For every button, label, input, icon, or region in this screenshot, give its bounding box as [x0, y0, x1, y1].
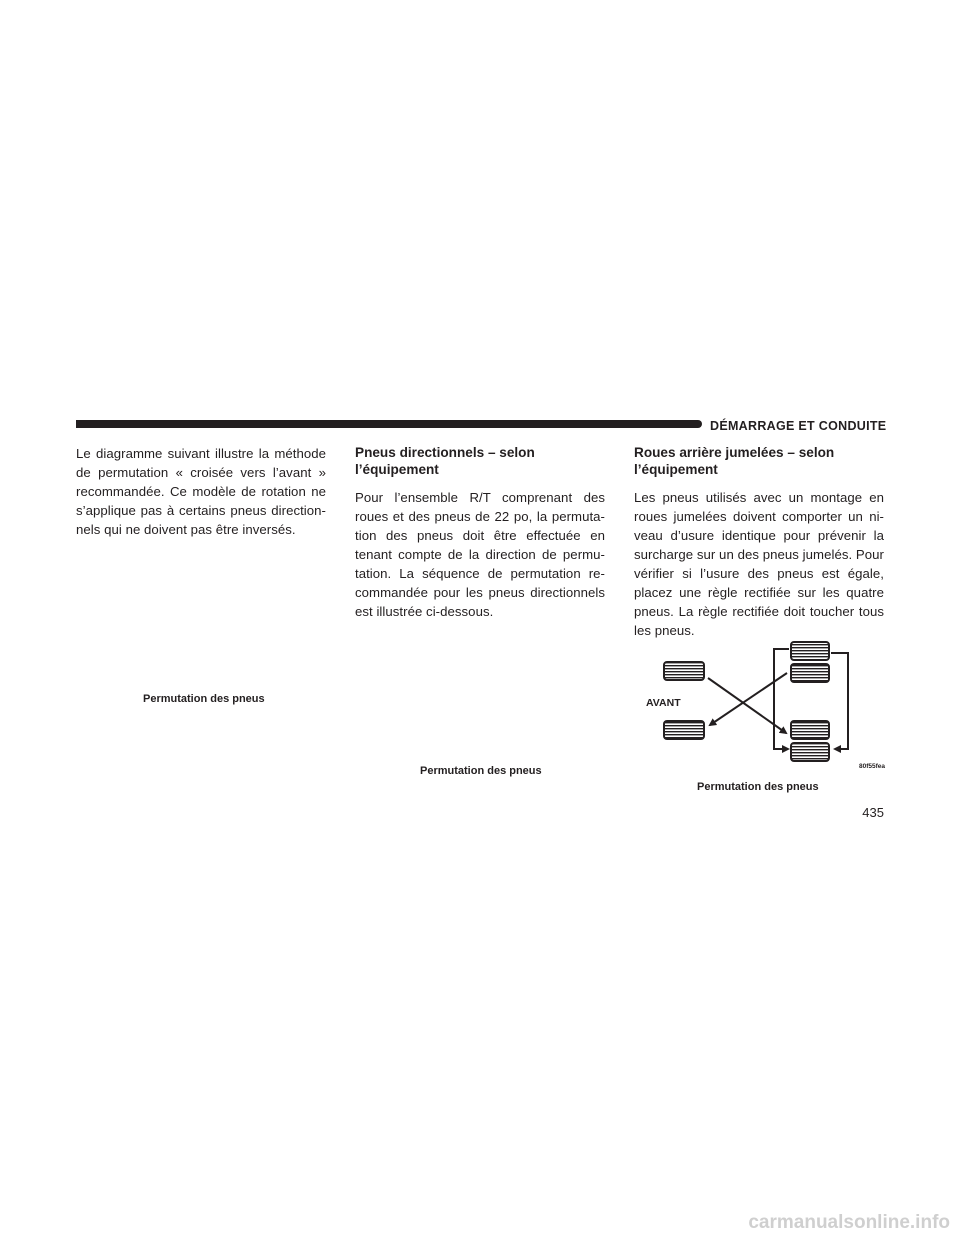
rear-right-outer-tire: [791, 743, 829, 761]
middle-figure-caption: Permutation des pneus: [420, 765, 542, 777]
middle-heading: Pneus directionnels – selon l’équipement: [355, 445, 535, 477]
rear-right-inner-tire: [791, 721, 829, 739]
section-title: DÉMARRAGE ET CONDUITE: [710, 419, 887, 433]
rear-left-outer-tire: [791, 642, 829, 660]
right-paragraph: Les pneus utilisés avec un montage en roues jumelées doivent comporter un ni- veau d’usure identique pour prévenir la surcharge sur un des pneus jumelés. Pour vérifier si l’usure des pneus est égale, placez une règle rectifiée sur les quatre pneus. La règle rectifiée doit toucher tous les pneus.: [634, 490, 884, 638]
figure-code: 80f55fea: [859, 763, 886, 770]
section-header-bar: [76, 420, 702, 428]
left-bracket-line: [774, 649, 789, 749]
middle-paragraph: Pour l’ensemble R/T comprenant des roues et des pneus de 22 po, la permuta- tion des pneus doit être effectuée en tenant compte de la direction de permu- tation. La séquence de permutation re- commandée pour les pneus directionnels est illustrée ci-dessous.: [355, 490, 605, 619]
front-right-tire: [664, 721, 704, 739]
front-left-tire: [664, 662, 704, 680]
middle-column: [355, 444, 605, 621]
dual-rear-wheel-rotation-diagram: [640, 635, 890, 775]
right-column: [634, 444, 884, 640]
cross-arrow-rear-left-to-front-right: [710, 673, 787, 725]
left-figure-caption: Permutation des pneus: [143, 693, 265, 705]
front-label: AVANT: [646, 697, 681, 709]
rear-left-inner-tire: [791, 664, 829, 682]
watermark: carmanualsonline.info: [748, 1212, 950, 1233]
right-figure-caption: Permutation des pneus: [697, 781, 819, 793]
right-bracket-line: [831, 653, 848, 749]
left-paragraph: Le diagramme suivant illustre la méthode de permutation « croisée vers l’avant » recommandée. Ce modèle de rotation ne s’applique pas à certains pneus direction- nels qui ne doivent pas être inversés.: [76, 446, 326, 537]
left-column: [76, 444, 326, 539]
right-heading: Roues arrière jumelées – selon l’équipement: [634, 445, 835, 477]
page-number: 435: [862, 805, 884, 820]
